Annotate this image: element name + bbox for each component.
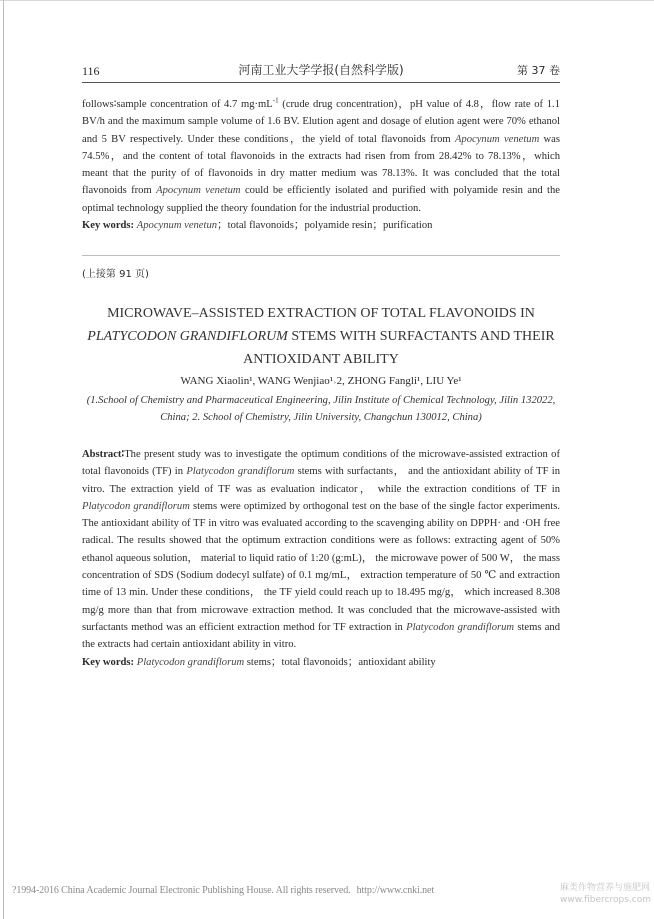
volume-label: 第 37 卷 [517, 64, 560, 77]
prev-abstract-text: follows∶sample concentration of 4.7 mg·mL [82, 99, 273, 110]
prev-abstract-text: was 74.5%，and the content of total flavonoids in the extracts had risen from from 28.42% to 78.13%，which meant that the purity of of flavonoids in dry matter medium was 78.13%. It was concluded that the total flavonoids from [82, 133, 561, 197]
prev-abstract-text: (crude drug concentration)，pH value of 4.8，flow rate of 1.1 BV/h and the maximum sample volume of 1.6 BV. Elution agent and dosage of elution agent were 70% ethanol and 5 BV respectively. Under these conditions，the yield of total flavonoids from [82, 99, 560, 145]
title-line: ANTIOXIDANT ABILITY [243, 352, 399, 367]
running-header [82, 60, 560, 83]
superscript: -1 [272, 96, 279, 105]
abstract-label: Abstract∶ [82, 449, 125, 460]
copyright-text: ?1994-2016 China Academic Journal Electronic Publishing House. All rights reserved. [12, 885, 351, 896]
species-name: Apocynum venetum [156, 185, 241, 197]
author-list: WANG Xiaolin¹, WANG Wenjiao¹˒2, ZHONG Fangli¹, LIU Ye¹ [180, 375, 462, 387]
cnki-link[interactable]: http://www.cnki.net [356, 885, 435, 896]
watermark-line: 麻类作物营养与施肥网 [560, 883, 651, 893]
title-species: PLATYCODON GRANDIFLORUM [87, 329, 288, 344]
copyright-footer [12, 885, 552, 896]
species-name: Platycodon grandiflorum [406, 621, 515, 633]
keyword-species: Platycodon grandiflorum [136, 656, 245, 668]
page-left-border [3, 0, 4, 919]
species-name: Platycodon grandiflorum [82, 500, 190, 512]
title-line: MICROWAVE–ASSISTED EXTRACTION OF TOTAL FLAVONOIDS IN [107, 306, 535, 321]
keywords-label: Key words: [82, 656, 135, 668]
affiliations [70, 392, 572, 426]
affiliation-line: China; 2. School of Chemistry, Jilin University, Changchun 130012, China) [160, 412, 482, 423]
page-top-border [0, 0, 654, 1]
page-number: 116 [82, 64, 100, 78]
abstract [82, 446, 560, 671]
keywords-list: stems；total flavonoids；antioxidant ability [244, 656, 436, 668]
journal-name: 河南工业大学学报(自然科学版) [238, 63, 404, 77]
keywords-list: ；total flavonoids；polyamide resin；purification [217, 220, 433, 232]
article-title [82, 302, 560, 371]
continued-from-note: (上接第 91 页) [82, 269, 149, 280]
abstract-text: The present study was to investigate the optimum conditions of the microwave-assisted extraction of total flavonoids (TF) in [82, 449, 560, 478]
keywords-line [82, 217, 560, 234]
keywords-line [82, 654, 560, 671]
watermark-line: www.fibercrops.com [560, 895, 651, 905]
species-name: Apocynum venetum [454, 133, 540, 145]
keyword-species: Apocynum venetun [136, 220, 218, 232]
affiliation-line: (1.School of Chemistry and Pharmaceutical Engineering, Jilin Institute of Chemical Technology, Jilin 132022, [86, 395, 556, 406]
section-divider [82, 255, 560, 256]
keywords-label: Key words: [82, 220, 135, 232]
abstract-text: stems were optimized by orthogonal test on the base of the single factor experiments. The antioxidant ability of TF in vitro was evaluated according to the scavenging ability on DPPH· and ·OH free radical. The results showed that the optimum extraction conditions were as follows: extracting agent of 50% ethanol aqueous solution， material to liquid ratio of 1:20 (g:mL)， the microwave power of 500 W， the mass concentration of SDS (Sodium dodecyl sulfate) of 0.1 mg/mL， extraction temperature of 50 ℃ and extraction time of 13 min. Under these conditions， the TF yield could reach up to 18.495 mg/g， which increased 8.308 mg/g more than that from microwave extraction method. It was concluded that the microwave-assisted with surfactants method was an efficient extraction method for TF extraction in [82, 500, 560, 633]
previous-abstract-tail [82, 96, 560, 234]
abstract-text: stems and the extracts had certain antioxidant ability in vitro. [82, 621, 560, 651]
title-line [82, 325, 560, 348]
prev-abstract-text: could be efficiently isolated and purified with polyamide resin and the optimal technology supplied the theory foundation for the industrial production. [82, 185, 561, 214]
species-name: Platycodon grandiflorum [186, 466, 295, 478]
site-watermark [560, 882, 654, 906]
abstract-text: stems with surfactants， and the antioxidant ability of TF in vitro. The extraction yield of TF was as evaluation indicator， while the extraction conditions of TF in [82, 466, 560, 495]
title-text: STEMS WITH SURFACTANTS AND THEIR [287, 329, 555, 344]
